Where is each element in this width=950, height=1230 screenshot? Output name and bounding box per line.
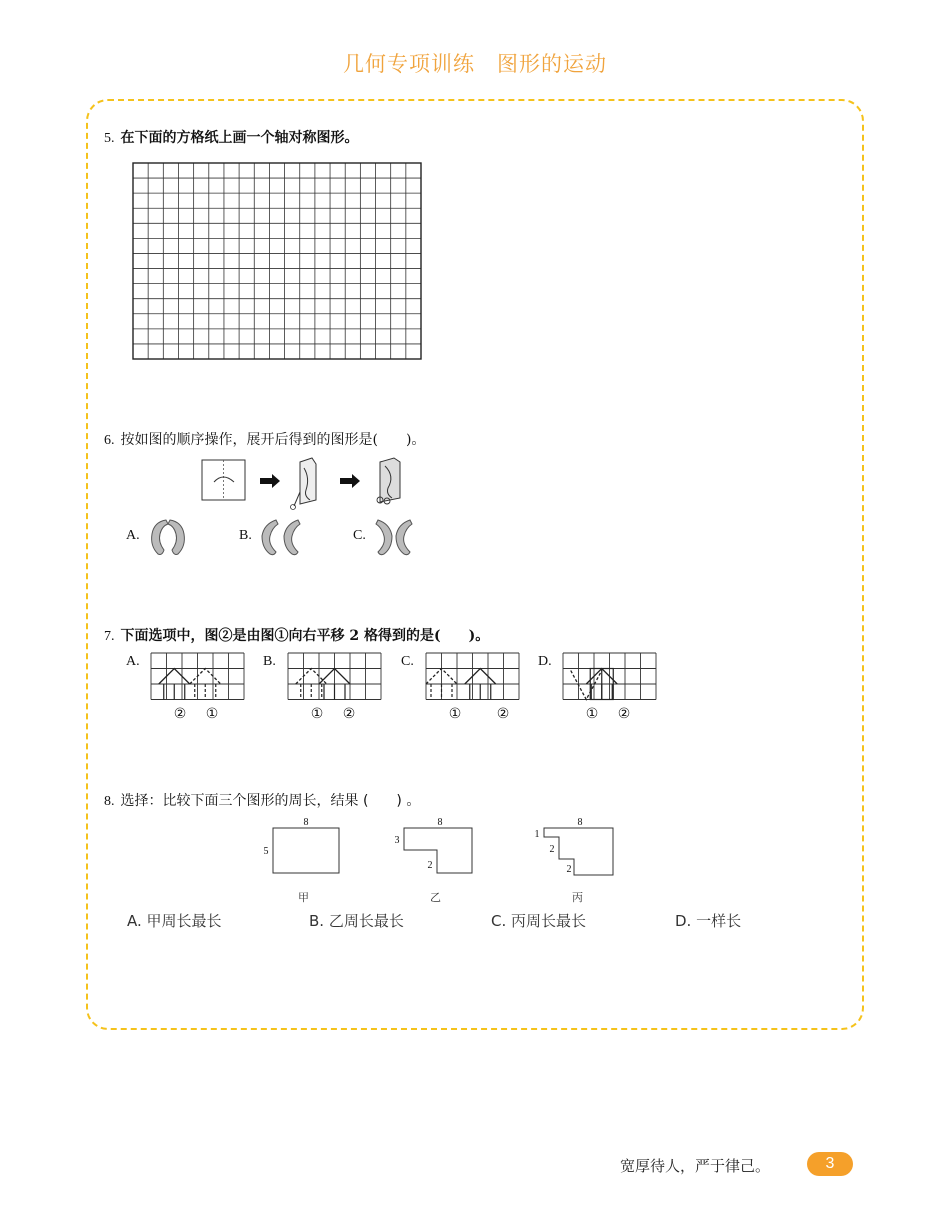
q8-choice-a[interactable]: A. 甲周长最长	[127, 912, 222, 930]
arrow-right-icon	[260, 474, 280, 488]
q6-text: 按如图的顺序操作，展开后得到的图形是( )。	[120, 432, 426, 448]
title-left: 几何专项训练	[343, 52, 475, 76]
q6-option-a[interactable]: A.	[126, 528, 140, 543]
question-7	[104, 625, 489, 645]
q6-option-c[interactable]: C.	[353, 528, 366, 543]
footer-motto: 宽厚待人，严于律己。	[620, 1157, 771, 1175]
q7-text: 下面选项中，图②是由图①向右平移 2 格得到的是( )。	[120, 628, 490, 644]
q7-option-b[interactable]: B.	[263, 654, 276, 669]
question-6	[104, 429, 425, 449]
q6-option-b-figure[interactable]	[258, 516, 306, 558]
q8-choice-c[interactable]: C. 丙周长最长	[491, 912, 587, 930]
q5-text: 在下面的方格纸上画一个轴对称图形。	[120, 130, 359, 146]
grid-paper[interactable]	[132, 162, 424, 362]
q7-marker: ①	[310, 706, 324, 722]
bing-top-label: 8	[577, 817, 583, 828]
page-title	[0, 48, 950, 78]
q8-shape-yi-name: 乙	[430, 891, 441, 904]
jia-side-label: 5	[263, 846, 269, 857]
q8-shape-yi	[390, 814, 480, 882]
q8-shape-jia-name: 甲	[298, 891, 309, 904]
q8-shape-bing	[530, 814, 620, 882]
yi-side-label: 3	[394, 835, 400, 846]
bing-step1-label: 2	[549, 844, 555, 855]
q7-option-a-grid[interactable]	[150, 652, 250, 724]
q6-option-c-figure[interactable]	[372, 516, 416, 558]
q7-marker: ②	[496, 706, 510, 722]
q7-marker: ②	[342, 706, 356, 722]
q7-marker: ②	[173, 706, 187, 722]
q7-marker: ②	[617, 706, 631, 722]
fold-steps-illustration	[200, 456, 420, 512]
bing-side-label: 1	[534, 829, 540, 840]
q7-option-c[interactable]: C.	[401, 654, 414, 669]
q6-option-a-figure[interactable]	[146, 516, 190, 558]
q8-choice-d[interactable]: D. 一样长	[675, 912, 742, 930]
question-5	[104, 127, 359, 147]
q8-choice-b[interactable]: B. 乙周长最长	[309, 912, 404, 930]
q5-number: 5.	[104, 131, 115, 146]
q7-option-a[interactable]: A.	[126, 654, 140, 669]
yi-step-label: 2	[427, 860, 433, 871]
jia-top-label: 8	[303, 817, 309, 828]
q7-marker: ①	[585, 706, 599, 722]
q7-marker: ①	[448, 706, 462, 722]
bing-step2-label: 2	[566, 864, 572, 875]
q7-option-d[interactable]: D.	[538, 654, 552, 669]
arrow-right-icon-2	[340, 474, 360, 488]
yi-top-label: 8	[437, 817, 443, 828]
q6-number: 6.	[104, 433, 115, 448]
q7-number: 7.	[104, 629, 115, 644]
q8-number: 8.	[104, 794, 115, 809]
q7-marker: ①	[205, 706, 219, 722]
q8-shape-bing-name: 丙	[572, 891, 583, 904]
page-number-badge: 3	[807, 1152, 853, 1176]
q8-text: 选择：比较下面三个图形的周长，结果 ( ) 。	[120, 793, 421, 809]
q7-option-c-grid[interactable]	[425, 652, 525, 724]
q7-option-b-grid[interactable]	[287, 652, 387, 724]
q7-option-d-grid[interactable]	[562, 652, 662, 724]
title-right: 图形的运动	[497, 52, 607, 76]
q6-option-b[interactable]: B.	[239, 528, 252, 543]
question-8	[104, 790, 420, 810]
q8-shape-jia	[258, 814, 348, 882]
